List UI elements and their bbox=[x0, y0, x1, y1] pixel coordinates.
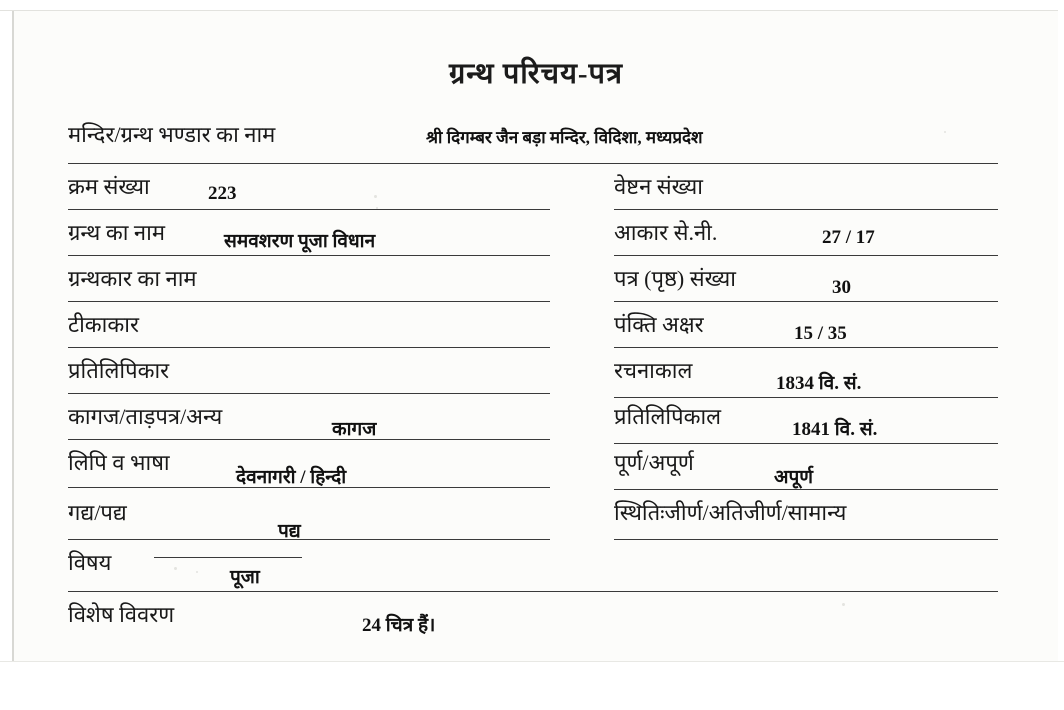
field-label-tikakar: टीकाकार bbox=[68, 312, 139, 337]
rule-left-9 bbox=[68, 591, 998, 592]
field-value-kram-sankhya: 223 bbox=[208, 183, 237, 204]
rule-vishay-top bbox=[154, 557, 302, 558]
field-value-rachnakaal: 1834 वि. सं. bbox=[776, 373, 862, 394]
field-value-kagaj: कागज bbox=[332, 419, 377, 440]
field-label-rachnakaal: रचनाकाल bbox=[614, 358, 693, 383]
field-label-lipi-bhasha: लिपि व भाषा bbox=[68, 450, 170, 475]
field-label-gadya-padya: गद्य/पद्य bbox=[68, 500, 127, 525]
rule-right-4 bbox=[614, 347, 998, 348]
field-value-lipi-bhasha: देवनागरी / हिन्दी bbox=[236, 467, 347, 488]
rule-left-3 bbox=[68, 301, 550, 302]
field-label-pankti-akshar: पंक्ति अक्षर bbox=[614, 312, 704, 337]
rule-right-6 bbox=[614, 443, 998, 444]
form-sheet bbox=[14, 11, 1058, 661]
rule-left-2 bbox=[68, 255, 550, 256]
rule-left-1 bbox=[68, 209, 550, 210]
page-edge-bottom bbox=[0, 661, 1064, 710]
field-value-vishesh-vivaran: 24 चित्र हैं। bbox=[362, 615, 436, 636]
scan-speck bbox=[376, 207, 378, 209]
rule-right-5 bbox=[614, 397, 998, 398]
field-value-gadya-padya: पद्य bbox=[278, 521, 301, 542]
scan-speck bbox=[174, 567, 177, 570]
field-value-purn-apurn: अपूर्ण bbox=[774, 467, 814, 488]
page-edge-left bbox=[0, 0, 14, 710]
field-label-granth-ka-naam: ग्रन्थ का नाम bbox=[68, 220, 165, 245]
field-label-kram-sankhya: क्रम संख्या bbox=[68, 174, 150, 199]
field-value-granth-ka-naam: समवशरण पूजा विधान bbox=[224, 231, 376, 252]
rule-left-8 bbox=[68, 539, 550, 540]
field-label-pratilipikaal: प्रतिलिपिकाल bbox=[614, 404, 722, 429]
field-label-vishesh-vivaran: विशेष विवरण bbox=[68, 602, 175, 627]
rule-left-6 bbox=[68, 439, 550, 440]
rule-right-3 bbox=[614, 301, 998, 302]
rule-right-8 bbox=[614, 539, 998, 540]
page-title: ग्रन्थ परिचय-पत्र bbox=[448, 58, 624, 90]
scan-speck bbox=[374, 195, 377, 198]
rule-right-2 bbox=[614, 255, 998, 256]
field-label-granthkar: ग्रन्थकार का नाम bbox=[68, 266, 197, 291]
header-rule bbox=[68, 163, 998, 164]
field-value-patra-sankhya: 30 bbox=[832, 277, 851, 298]
header-value: श्री दिगम्बर जैन बड़ा मन्दिर, विदिशा, मध्यप्रदेश bbox=[426, 128, 703, 147]
rule-left-7 bbox=[68, 487, 550, 488]
rule-right-7 bbox=[614, 489, 998, 490]
field-label-kagaj: कागज/ताड़पत्र/अन्य bbox=[68, 404, 223, 429]
field-value-pankti-akshar: 15 / 35 bbox=[794, 323, 847, 344]
field-label-aakar: आकार से.नी. bbox=[614, 220, 718, 245]
field-value-pratilipikaal: 1841 वि. सं. bbox=[792, 419, 878, 440]
field-value-aakar: 27 / 17 bbox=[822, 227, 875, 248]
field-label-veshtan-sankhya: वेष्टन संख्या bbox=[614, 174, 703, 199]
scan-speck bbox=[842, 603, 845, 606]
rule-right-1 bbox=[614, 209, 998, 210]
field-label-purn-apurn: पूर्ण/अपूर्ण bbox=[614, 450, 694, 475]
rule-left-4 bbox=[68, 347, 550, 348]
header-label: मन्दिर/ग्रन्थ भण्डार का नाम bbox=[68, 122, 276, 147]
scan-speck bbox=[196, 571, 198, 573]
rule-left-5 bbox=[68, 393, 550, 394]
field-label-patra-sankhya: पत्र (पृष्ठ) संख्या bbox=[614, 266, 736, 291]
field-label-vishay: विषय bbox=[68, 550, 112, 575]
field-label-pratilipikar: प्रतिलिपिकार bbox=[68, 358, 170, 383]
page-edge-top bbox=[0, 0, 1064, 11]
field-label-sthiti: स्थितिःजीर्ण/अतिजीर्ण/सामान्य bbox=[614, 500, 847, 525]
page-edge-right bbox=[1058, 0, 1064, 710]
field-value-vishay: पूजा bbox=[230, 567, 260, 588]
scan-speck bbox=[944, 131, 946, 133]
